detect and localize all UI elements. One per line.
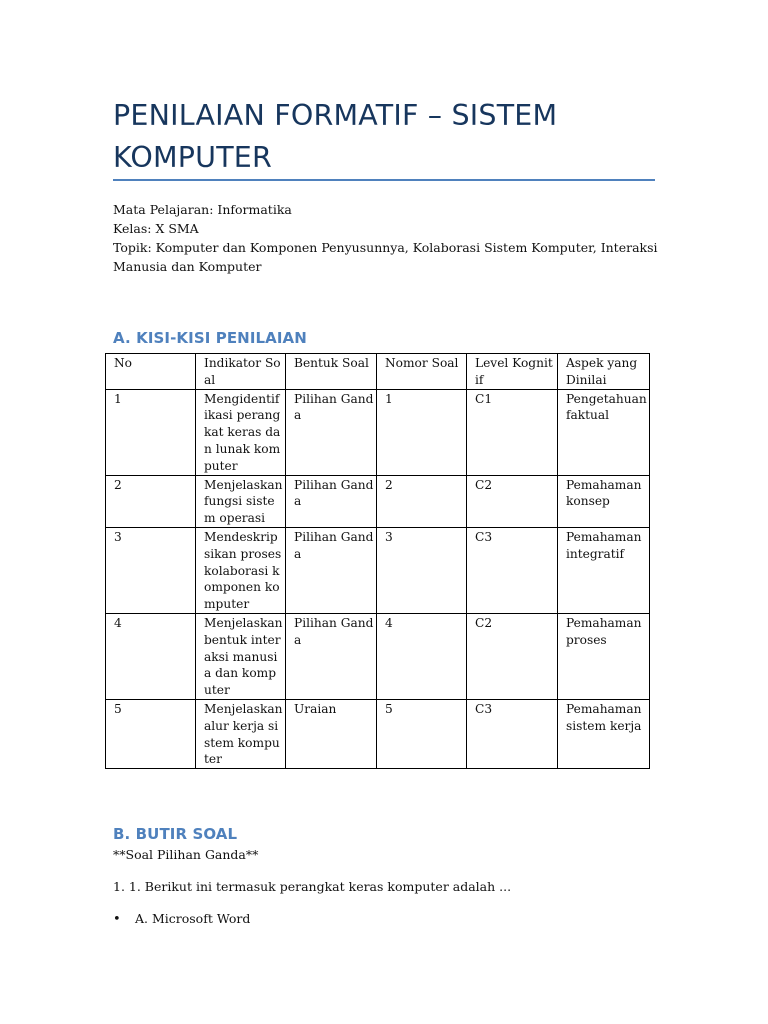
table-cell: 4 [106,613,196,699]
table-cell: Mendeskripsikan proses kolaborasi komponen komputer [196,527,286,613]
table-cell: Mengidentifikasi perangkat keras dan lunak komputer [196,389,286,475]
table-cell: C1 [467,389,558,475]
table-cell: 2 [106,475,196,527]
table-row [106,699,650,768]
kisi-kisi-table [105,353,650,769]
option-a [113,911,250,927]
table-cell: C2 [467,475,558,527]
table-cell: 5 [106,699,196,768]
section-b-heading: B. BUTIR SOAL [113,825,238,843]
title-underline [113,179,655,181]
header-level: Level Kognitif [467,354,558,390]
table-header-row [106,354,650,390]
table-row [106,613,650,699]
table-cell: Pemahaman sistem kerja [558,699,650,768]
table-cell: Menjelaskan alur kerja sistem komputer [196,699,286,768]
table-row [106,389,650,475]
table-cell: 2 [377,475,467,527]
table-cell: Pemahaman integratif [558,527,650,613]
table-cell: Pemahaman konsep [558,475,650,527]
table-cell: 1 [106,389,196,475]
header-aspek: Aspek yang Dinilai [558,354,650,390]
table-cell: Menjelaskan fungsi sistem operasi [196,475,286,527]
table-cell: Pemahaman proses [558,613,650,699]
table-cell: 4 [377,613,467,699]
document-title: PENILAIAN FORMATIF – SISTEM KOMPUTER [113,99,558,174]
table-cell: C3 [467,699,558,768]
header-indikator: Indikator Soal [196,354,286,390]
table-cell: 3 [377,527,467,613]
table-cell: Pilihan Ganda [286,613,377,699]
table-row [106,527,650,613]
meta-topic: Topik: Komputer dan Komponen Penyusunnya, Kolaborasi Sistem Komputer, Interaksi Manusia dan Komputer [113,240,658,274]
table-cell: Pilihan Ganda [286,527,377,613]
header-no: No [106,354,196,390]
table-cell: Pengetahuan faktual [558,389,650,475]
table-row [106,475,650,527]
section-a-heading: A. KISI-KISI PENILAIAN [113,329,307,347]
table-cell: Uraian [286,699,377,768]
question-type-label: **Soal Pilihan Ganda** [113,847,259,862]
table-cell: 3 [106,527,196,613]
table-cell: C3 [467,527,558,613]
question-1: 1. 1. Berikut ini termasuk perangkat keras komputer adalah ... [113,879,512,894]
table-cell: Pilihan Ganda [286,389,377,475]
bullet-icon: • [113,912,121,927]
table-cell: 1 [377,389,467,475]
meta-class: Kelas: X SMA [113,221,199,236]
header-bentuk: Bentuk Soal [286,354,377,390]
table-cell: C2 [467,613,558,699]
table-cell: Menjelaskan bentuk interaksi manusia dan komputer [196,613,286,699]
table-cell: 5 [377,699,467,768]
header-nomor: Nomor Soal [377,354,467,390]
option-a-text: A. Microsoft Word [135,911,251,926]
meta-subject: Mata Pelajaran: Informatika [113,202,292,217]
table-cell: Pilihan Ganda [286,475,377,527]
document-meta [113,200,658,276]
